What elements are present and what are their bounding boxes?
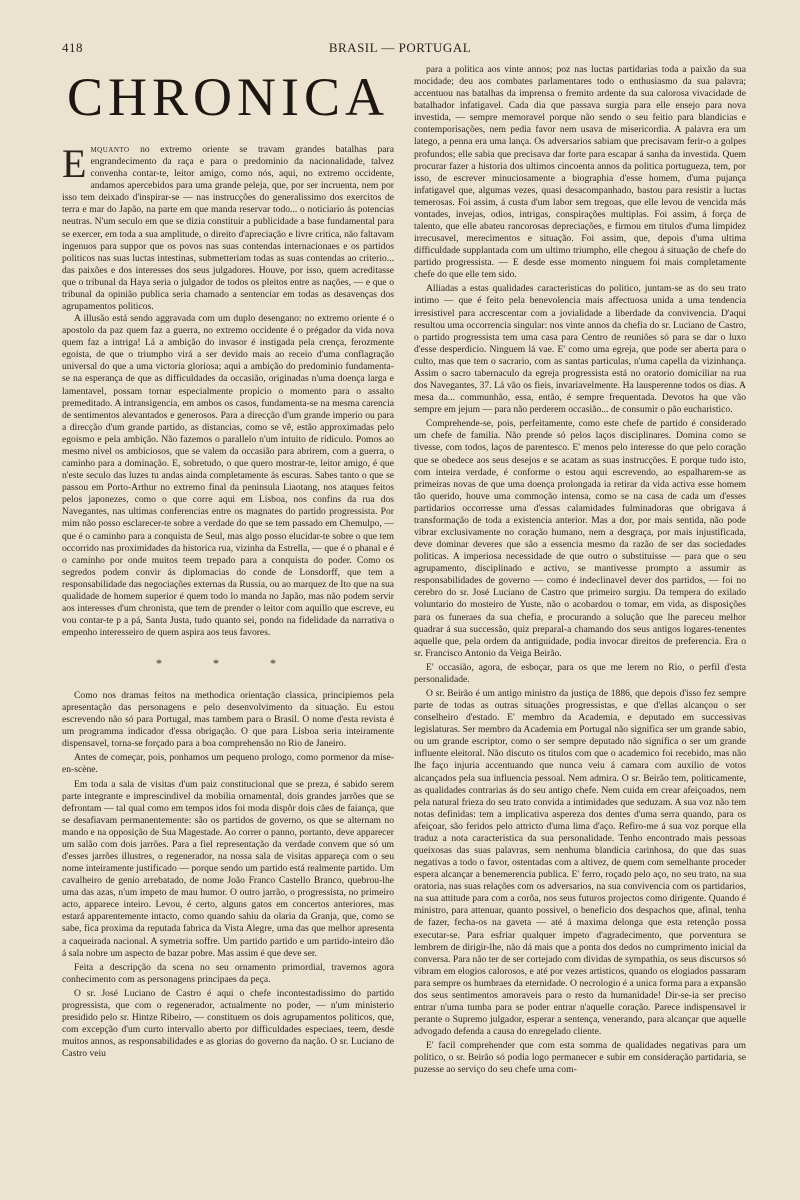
article-columns [62,64,746,1184]
right-column [414,64,746,1184]
paragraph: Antes de começar, pois, ponhamos um pequeno prologo, como pormenor da mise-en-scène. [62,752,394,776]
asterism: * * * [156,656,300,671]
paragraph: A illusão está sendo aggravada com um duplo desengano: no extremo oriente é o apostolo da paz quem faz a guerra, no extremo occidente é o prégador da vida nova quem faz a intriga! Lá a ambição do invasor é instigada pela crença, ferozmente egoista, de que o triumpho virá a ser devido mais ao receio d'uma conflagração universal do que a uma victoria gloriosa; aqui a ambição do predominio fundamenta-se na esperança de que as difficuldades da occasião, originadas n'uma doença larga e lamentavel, possam tornar especialmente propicio o momento para o assalto premeditado. A intransigencia, em ambos os casos, fundamenta-se na mesma carencia de sentimentos alevantados e generosos. Para a direcção d'um grande imperio ou para a direcção d'um grande partido, as distancias, como se vê, estão approximadas pelo egoismo e pela ambição. Não fazemos o parallelo n'um intuito de ridiculo. Pomos ao mesmo nivel os ambiciosos, que se valem da occasião para abrirem, com a guerra, o caminho para a dominação. E, sobretudo, o que quero mostrar-te, leitor amigo, é que n'este seculo das luzes tu andas ainda completamente ás escuras. Sabes tanto o que se passou em Porto-Arthur no extremo final da peninsula Liaotang, nos ataques feitos pelos japonezes, como o que corre aqui em Lisboa, nos confins da rua dos Navegantes, nas ultimas conferencias entre os magnates do partido progressista. Por mim não posso esclarecer-te sobre a verdade do que se tem passado em Chemulpo, — que é o caminho para a conquista de Seul, mas algo posso elucidar-te sobre o que tem occorrido nas proximidades da historica rua, vizinha da Estrella, — que é o phanal e é o caminho por onde muitos teem trepado para a conquista do poder. Como os segredos podem convir ás diplomacias do conde de Lonsdorff, que tem a responsabilidade das negociações externas da Russia, ou ao marquez de Ito que na sua qualidade de homem superior é quem todo lo manda no Japão, mas não podem servir aos interesses d'um chronista, que tem de prender o leitor com aquillo que escreve, eu vou contar-te p a pá, Santa Justa, tudo quanto sei, pondo na fidelidade da narrativa o empenho interesseiro de quem aspira aos teus favores. [62,313,394,639]
page-number: 418 [62,40,83,55]
paragraph: E' facil comprehender que com esta somma de qualidades negativas para um politico, o sr. Beirão só podia logo permanecer e subir em consideração partidaria, se puzesse ao serviço do seu chefe uma com- [414,1040,746,1076]
first-paragraph-text: no extremo oriente se travam grandes batalhas para engrandecimento da raça e para o predominio da nacionalidade, talvez convenha contar-te, leitor amigo, como nós, aqui, no extremo occidente, andamos apercebidos para uma grande peleja, que, por ser incruenta, nem por isso tem deixado d'inspirar-se — nas instrucções do generalissimo dos exercitos de terra e mar do Japão, na parte em que manda reservar todo... o noticiario ás potencias neutras. N'um seculo em que se dizia constituir a publicidade a base fundamental para se exercer, em toda a sua amplitude, o direito d'apreciação e livre critica, não faltavam ingenuos para suppor que os povos nas suas contendas internacionaes e os partidos politicos nas suas luctas intestinas, submetteriam todas as suas contendas ao criterio... das paixões e dos interesses dos seus julgadores. Houve, por isso, quem acreditasse que o tribunal da Haya seria o julgador de todos os pleitos entre as nações, — e que o tribunal da opinião publica seria chamado a sentenciar em todas as desavenças dos agrupamentos politicos. [62,144,394,313]
magazine-name: BRASIL — PORTUGAL [328,40,472,55]
paragraph: Como nos dramas feitos na methodica orientação classica, principiemos pela apresentação das personagens e pelo desenvolvimento da situação. Eu estou escrevendo não só para Portugal, mas tambem para o Brasil. O nome d'esta revista é um programma indicador d'essa obrigação. O que para Lisboa seria inteiramente dispensavel, torna-se forçado para a boa comprehensão no Rio de Janeiro. [62,690,394,750]
paragraph: Feita a descripção da scena no seu ornamento primordial, travemos agora conhecimento com as personagens principaes da peça. [62,961,394,985]
paragraph: Comprehende-se, pois, perfeitamente, como este chefe de partido é considerado um chefe de familia. Não prende só pelos laços disciplinares. Domina como se tivesse, com todos, laços de parentesco. E' menos pelo interesse do que pelo coração que se obedece aos seus desejos e se acatam as suas instrucções. E porque tudo isto, com inteira verdade, é conforme o estou aqui escrevendo, ao espalharem-se as primeiras novas de que uma doença prolongada ia retirar da vida activa esse homem tão querido, houve uma commoção intensa, como se na casa de cada um d'esses partidarios occorresse uma d'essas calamidades fulminadoras que obrigava á transformação de toda a existencia anterior. Mas a dor, por mais sentida, não pode vibrar exclusivamente no coração humano, nem a desgraça, por mais injustificada, deve dominar deveres que são a essencia mesmo da razão de ser das sociedades politicas. A imperiosa necessidade de que outro o substituisse — para que o seu agrupamento, disciplinado e activo, se mantivesse prompto a assumir as responsabilidades de governo — como é indeclinavel dever dos partidos, — foi no cerebro do sr. José Luciano de Castro que primeiro surgiu. Da tempera do exilado voluntario do mosteiro de Yuste, não o acobardou o tomar, em vida, as disposições para os funeraes da sua chefia, e procurando a solução que lhe pareceu melhor quadrar á sua successão, quiz preparal-a chamando dos seus antigos logares-tenentes aquelle que, pela ordem da antiguidade, podia invocar direitos de preferencia. Era o sr. Francisco Antonio da Veiga Beirão. [414,418,746,659]
left-column [62,64,394,1184]
paragraph: E' occasião, agora, de esboçar, para os que me lerem no Rio, o perfil d'esta personalidade. [414,661,746,685]
paragraph: Alliadas a estas qualidades caracteristicas do politico, juntam-se as do seu trato intimo — que é feito pela benevolencia mais affectuosa unida a uma tendencia irresistivel para accrescentar com a jovialidade a liberdade da convivencia. D'aqui resultou uma occorrencia singular: nos vinte annos da chefia do sr. Luciano de Castro, o partido progressista tem uma casa para Centro de reuniões só para se dar o luxo d'esse desperdicio. Ninguem lá vae. E' como uma egreja, que pode ser aberta para o culto, mas que tem o sacrario, com as santas particulas, n'uma capella da vizinhança. Assim o sacro tabernaculo da egreja progressista está no oratorio domiciliar na rua dos Navegantes, 37. Lá vão os fieis, invariavelmente. Ha lausperenne todos os dias. A mesa da... communhão, essa, então, é sempre frequentada. Devotos ha que vão sempre em jejum — para não perderem occasião... de consumir o pão eucharistico. [414,283,746,416]
drop-cap: E [62,141,87,186]
paragraph: Em toda a sala de visitas d'um paiz constitucional que se preza, é sabido serem parte integrante e imprescindivel da mobilia ornamental, dois grandes jarrões que se defrontam — tal qual como em tempos idos foi moda dispôr dois cães de faiança, que se desafiavam permanentemente: são os partidos de governo, os que se alternam no mando e na opposição de Sua Magestade. Ao correr o panno, portanto, deve apparecer um salão com dois jarrões. Para a fiel representação da verdade convem que só um d'esses jarrões illustres, o regenerador, na nossa sala de visitas appareça com o seu nome inteiramente justificado — porque sendo um partido está realmente partido. Um cavalheiro de genio arrebatado, de nome João Franco Castello Branco, quebrou-lhe uma das azas, n'um impeto de mau humor. O outro jarrão, o progressista, no primeiro acto, apparece inteiro. Levou, é certo, alguns gatos em concertos anteriores, mas estará apparentemente intacto, como quando sahiu da olaria da Granja, que, como se sabe, fica proxima da reputada fabrica da Vista Alegre, uma das que melhor apresenta a caqueirada nacional. A symetria soffre. Um partido partido e um partido-inteiro dão á sala nobre um aspecto de bazar pobre. Mas assim é que deve ser. [62,778,394,959]
running-head [62,40,738,58]
paragraph: O sr. Beirão é um antigo ministro da justiça de 1886, que depois d'isso fez sempre parte de todas as outras situações progressistas, e que d'ellas alcançou o ser conselheiro d'estado. E' membro da Academia, e deputado em successivas legislaturas. Ser membro da Academia em Portugal não significa ser um grande sabio, ou um grande escriptor, como o ser sempre deputado não significa o ser um grande influente eleitoral. Não discuto os titulos com que o academico foi recebido, mas não lhe faço injuria accentuando que nunca veiu á camara com auxilio de votos alcançados pela sua influencia pessoal. Nem admira. O sr. Beirão tem, politicamente, as qualidades contrarias ás do seu antigo chefe. Nem cuida em crear afeiçoados, nem pela natural frieza do seu trato convida a intimidades que seduzam. A sua voz não tem notas definidas: tem a implicativa aspereza dos dentes d'uma serra quando, para os afeiçoar, são feridos pelo attricto d'uma lima d'aço. Refiro-me á sua voz porque ella traduz a nota caracteristica da sua personalidade. Tenho encontrado mais pessoas queixosas das suas palavras, sem nenhuma blandicia carinhosa, do que das suas negativas a todo o favor, ostentadas com a altivez, de quem com semelhante proceder espera alcançar a benemerencia publica. E' ferro, roçado pelo aço, no seu trato, na sua oratoria, nas suas relações com os adversarios, na sua convivencia com os partidarios, na sua attitude para com a corôa, nos seus futuros projectos como dirigente. Quando é ministro, para attenuar, quanto possivel, o beneficio dos despachos que, afinal, tenha de fazer, fecha-os na gaveta — até á maxima delonga que esta retenção possa executar-se. Para esfriar qualquer impeto d'agradecimento, que porventura se lembrem de dirigir-lhe, não dá mais que a ponta dos dedos no cumprimento inicial da conversa. Para não ter de ser cortejado com dividas de sympathia, os seus discursos só vibram em elogios calorosos, e até por vezes artisticos, quando os elogiados passaram para sempre os humbraes da eternidade. O necrologio é a unica forma para a expansão dos seus sentimentos amoraveis para o resto da humanidade! Dir-se-ia ser preciso entrar n'uma tumba para se poder entrar n'aquelle coração. Parece indispensavel ir perante o Supremo julgador, esperar a sentença, venerando, para alcançar que aquelle advogado defenda a causa do enregelado cliente. [414,687,746,1038]
first-paragraph [62,141,394,313]
section-divider [62,655,394,672]
article-title: CHRONICA [66,67,390,127]
lead-words: mquanto [90,144,130,155]
paragraph: para a politica aos vinte annos; poz nas luctas partidarias toda a paixão da sua mocidade; deu aos combates parlamentares todo o enthusiasmo da sua palavra; accentuou nas batalhas da imprensa o fremito ardente da sua calorosa vivacidade de batalhador infatigavel. Cada dia que passava surgia para elle ensejo para nova investida, — sempre memoravel porque não sendo o seu feitio para blandicias e contemporisações, nem pedia favor nem usava de misericordia. A palavra era um latego, a penna era uma lança. Os adversarios sabiam que precisavam ferir-o a golpes profundos; elle sabia que precisava dar forte para escapar á sanha da investida. Quem procurar fazer a historia dos ultimos cincoenta annos da politica portugueza, tem, por isso, de escrever minuciosamente a biographia d'esse homem, d'uma pujança infatigavel que, algumas vezes, quasi desacompanhado, bastou para resistir a luctas temerosas. Foi assim, á custa d'um labor sem tregoas, que elle levou de vencida más vontades, invejas, odios, intrigas, conspirações multiplas. Foi assim, á força de talento, que elle abateu rancorosas depreciações, e firmou em titulos d'uma limpidez irrecusavel, merecimentos e situação. Foi assim, que, depois d'uma ultima difficuldade supplantada com um ultimo triumpho, elle chegou á situação de chefe do partido progressista. — E desde esse momento ninguem foi mais completamente chefe do que elle tem sido. [414,64,746,281]
paragraph: O sr. José Luciano de Castro é aqui o chefe incontestadissimo do partido progressista, que com o regenerador, actualmente no poder, — n'um ministerio presidido pelo sr. Hintze Ribeiro, — constituem os dois agrupamentos politicos, que, com excepção d'um curto intervallo aberto por difficuldades especiaes, teem, desde muitos annos, as responsabilidades e as glorias do governo da nação. O sr. Luciano de Castro veiu [62,987,394,1060]
